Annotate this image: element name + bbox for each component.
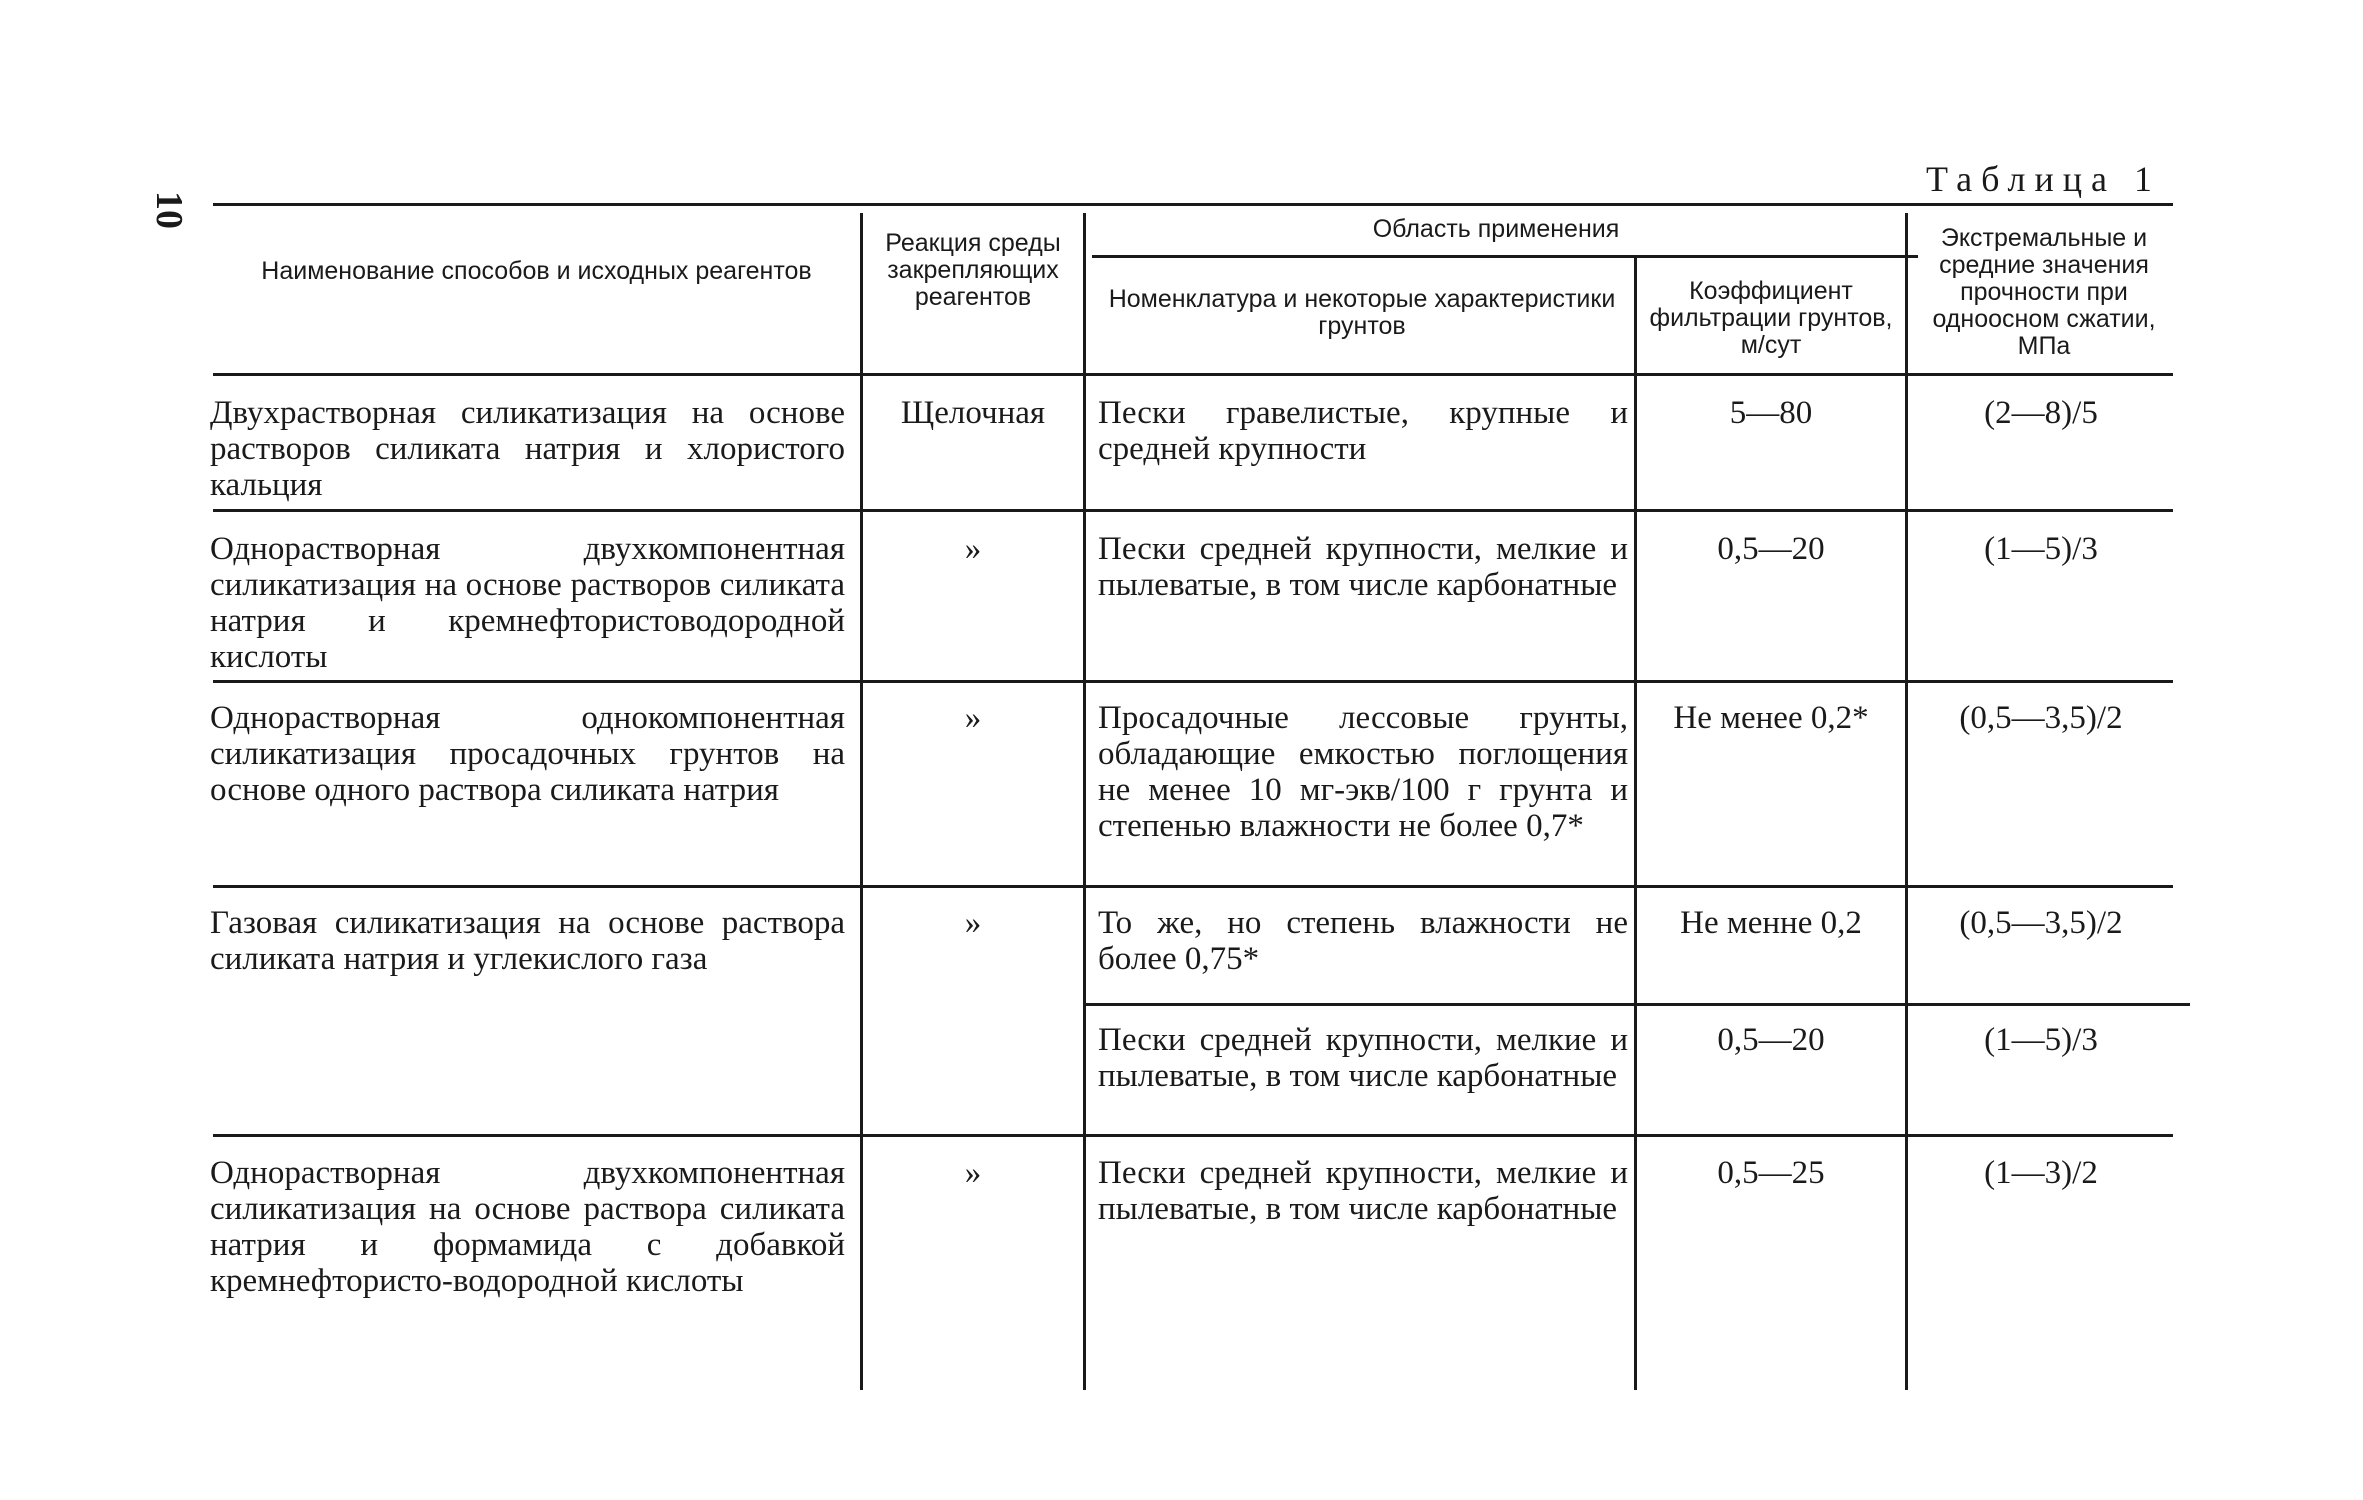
- rule-row-4-split: [1085, 1003, 2190, 1006]
- row-5-strength: (1—3)/2: [1984, 1155, 2098, 1191]
- row-5-filtration: 0,5—25: [1717, 1155, 1825, 1191]
- row-2-nomenclature: Пески средней крупности, мелкие и пылеватые, в том числе карбонатные: [1098, 531, 1628, 603]
- col-rule-2: [1083, 213, 1086, 1390]
- row-4-filtration: Не менне 0,2: [1680, 905, 1862, 941]
- header-strength: Экстремальные и средние значения прочности при одноосном сжатии, МПа: [1932, 224, 2156, 360]
- row-3-strength: (0,5—3,5)/2: [1959, 700, 2123, 736]
- row-5-method: Однорастворная двухкомпонентная силикатизация на основе раствора силиката натрия и формамида с добавкой кремнефтористо-водородной кислоты: [210, 1155, 845, 1299]
- row-4-method: Газовая силикатизация на основе раствора силиката натрия и углекислого газа: [210, 905, 845, 977]
- table-caption: Таблица 1: [1926, 159, 2161, 199]
- header-nomenclature: Номенклатура и некоторые характеристики грунтов: [1108, 285, 1616, 340]
- col-rule-1: [860, 213, 863, 1390]
- header-filtration: Коэффициент фильтрации грунтов, м/сут: [1649, 277, 1893, 359]
- header-method: Наименование способов и исходных реагентов: [261, 257, 812, 285]
- row-3-filtration: Не менее 0,2*: [1673, 700, 1869, 736]
- row-2-strength: (1—5)/3: [1984, 531, 2098, 567]
- row-5-reaction: »: [964, 1155, 982, 1191]
- row-4-strength: (0,5—3,5)/2: [1959, 905, 2123, 941]
- row-4b-filtration: 0,5—20: [1717, 1022, 1825, 1058]
- row-2-method: Однорастворная двухкомпонентная силикатизация на основе растворов силиката натрия и кремнефтористоводородной кислоты: [210, 531, 845, 675]
- row-3-method: Однорастворная однокомпонентная силикатизация просадочных грунтов на основе одного раствора силиката натрия: [210, 700, 845, 808]
- row-1-filtration: 5—80: [1729, 395, 1813, 431]
- row-1-strength: (2—8)/5: [1984, 395, 2098, 431]
- rule-row-3: [213, 885, 2173, 888]
- rule-row-2: [213, 680, 2173, 683]
- row-4b-strength: (1—5)/3: [1984, 1022, 2098, 1058]
- row-2-reaction: »: [964, 531, 982, 567]
- rule-row-5: [213, 1134, 2173, 1137]
- row-1-reaction: Щелочная: [900, 395, 1046, 431]
- row-2-filtration: 0,5—20: [1717, 531, 1825, 567]
- header-reaction: Реакция среды закрепляющих реагентов: [885, 229, 1061, 311]
- row-3-nomenclature: Просадочные лессовые грунты, обладающие емкостью поглощения не менее 10 мг-экв/100 г грунта и степенью влажности не более 0,7*: [1098, 700, 1628, 844]
- rule-header-bottom: [213, 373, 2173, 376]
- header-application: Область применения: [1372, 215, 1620, 243]
- col-rule-4: [1905, 213, 1908, 1390]
- row-5-nomenclature: Пески средней крупности, мелкие и пылеватые, в том числе карбонатные: [1098, 1155, 1628, 1227]
- row-4-nomenclature: То же, но степень влажности не более 0,75*: [1098, 905, 1628, 977]
- rule-top: [213, 203, 2173, 206]
- page-number: 10: [148, 191, 190, 229]
- row-3-reaction: »: [964, 700, 982, 736]
- rule-row-1: [213, 509, 2173, 512]
- row-1-nomenclature: Пески гравелистые, крупные и средней крупности: [1098, 395, 1628, 467]
- row-1-method: Двухрастворная силикатизация на основе растворов силиката натрия и хлористого кальция: [210, 395, 845, 503]
- rule-application-sub: [1092, 255, 1918, 258]
- row-4b-nomenclature: Пески средней крупности, мелкие и пылеватые, в том числе карбонатные: [1098, 1022, 1628, 1094]
- row-4-reaction: »: [964, 905, 982, 941]
- col-rule-3: [1634, 258, 1637, 1390]
